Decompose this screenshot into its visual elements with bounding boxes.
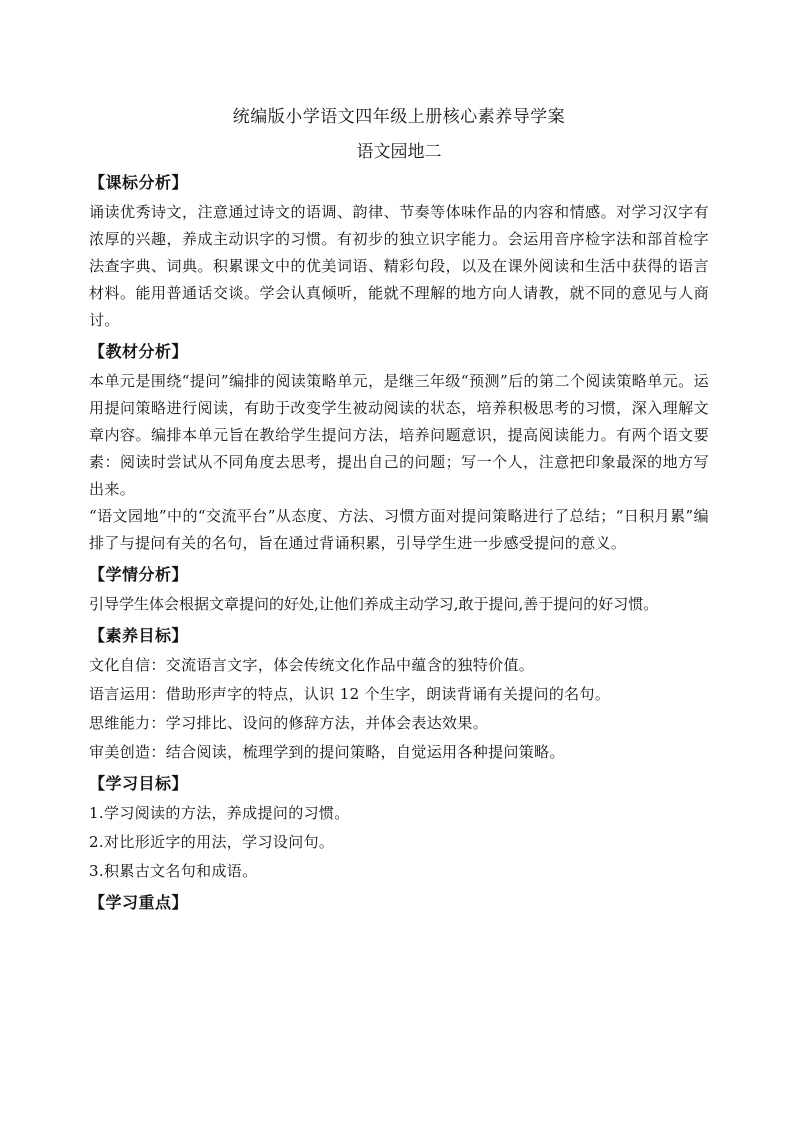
section-heading-curriculum: 【课标分析】 — [89, 173, 189, 192]
literacy-item: 语言运用：借助形声字的特点，认识 12 个生字，朗读背诵有关提问的名句。 — [89, 685, 611, 703]
section-objectives — [89, 772, 709, 885]
section-curriculum — [89, 171, 709, 334]
section-textbook — [89, 340, 709, 557]
literacy-item: 审美创造：结合阅读，梳理学到的提问策略，自觉运用各种提问策略。 — [89, 743, 565, 761]
section-heading-textbook: 【教材分析】 — [89, 342, 189, 361]
section-heading-students: 【学情分析】 — [89, 565, 189, 584]
literacy-item: 思维能力：学习排比、设问的修辞方法，并体会表达效果。 — [89, 714, 489, 732]
literacy-item: 文化自信：交流语言文字，体会传统文化作品中蕴含的独特价值。 — [89, 656, 535, 674]
objective-item: 1.学习阅读的方法，养成提问的习惯。 — [89, 804, 350, 822]
objective-item: 2.对比形近字的用法，学习设问句。 — [89, 833, 335, 851]
section-heading-literacy: 【素养目标】 — [89, 626, 189, 645]
document-subtitle: 语文园地二 — [356, 142, 442, 162]
objective-item: 3.积累古文名句和成语。 — [89, 862, 258, 880]
textbook-text-2: “语文园地”中的“交流平台”从态度、方法、习惯方面对提问策略进行了总结；“日积月累”编排了与提问有关的名句，旨在通过背诵积累，引导学生进一步感受提问的意义。 — [89, 507, 709, 552]
section-key-points — [89, 891, 709, 915]
textbook-text-1: 本单元是围绕“提问”编排的阅读策略单元，是继三年级“预测”后的第二个阅读策略单元。运用提问策略进行阅读，有助于改变学生被动阅读的状态，培养积极思考的习惯，深入理解文章内容。编排本单元旨在教给学生提问方法，培养问题意识，提高阅读能力。有两个语文要素：阅读时尝试从不同角度去思考，提出自己的问题；写一个人，注意把印象最深的地方写出来。 — [89, 372, 709, 498]
section-literacy — [89, 624, 709, 766]
section-heading-key-points: 【学习重点】 — [89, 893, 189, 912]
curriculum-text: 诵读优秀诗文，注意通过诗文的语调、韵律、节奏等体味作品的内容和情感。对学习汉字有浓厚的兴趣，养成主动识字的习惯。有初步的独立识字能力。会运用音序检字法和部首检字法查字典、词典。积累课文中的优美词语、精彩句段，以及在课外阅读和生活中获得的语言材料。能用普通话交谈。学会认真倾听，能就不理解的地方向人请教，就不同的意见与人商讨。 — [89, 203, 709, 329]
document-body — [89, 104, 709, 919]
document-title: 统编版小学语文四年级上册核心素养导学案 — [232, 107, 566, 127]
section-students — [89, 563, 709, 618]
students-text: 引导学生体会根据文章提问的好处,让他们养成主动学习,敢于提问,善于提问的好习惯。 — [89, 595, 659, 613]
section-heading-objectives: 【学习目标】 — [89, 774, 189, 793]
